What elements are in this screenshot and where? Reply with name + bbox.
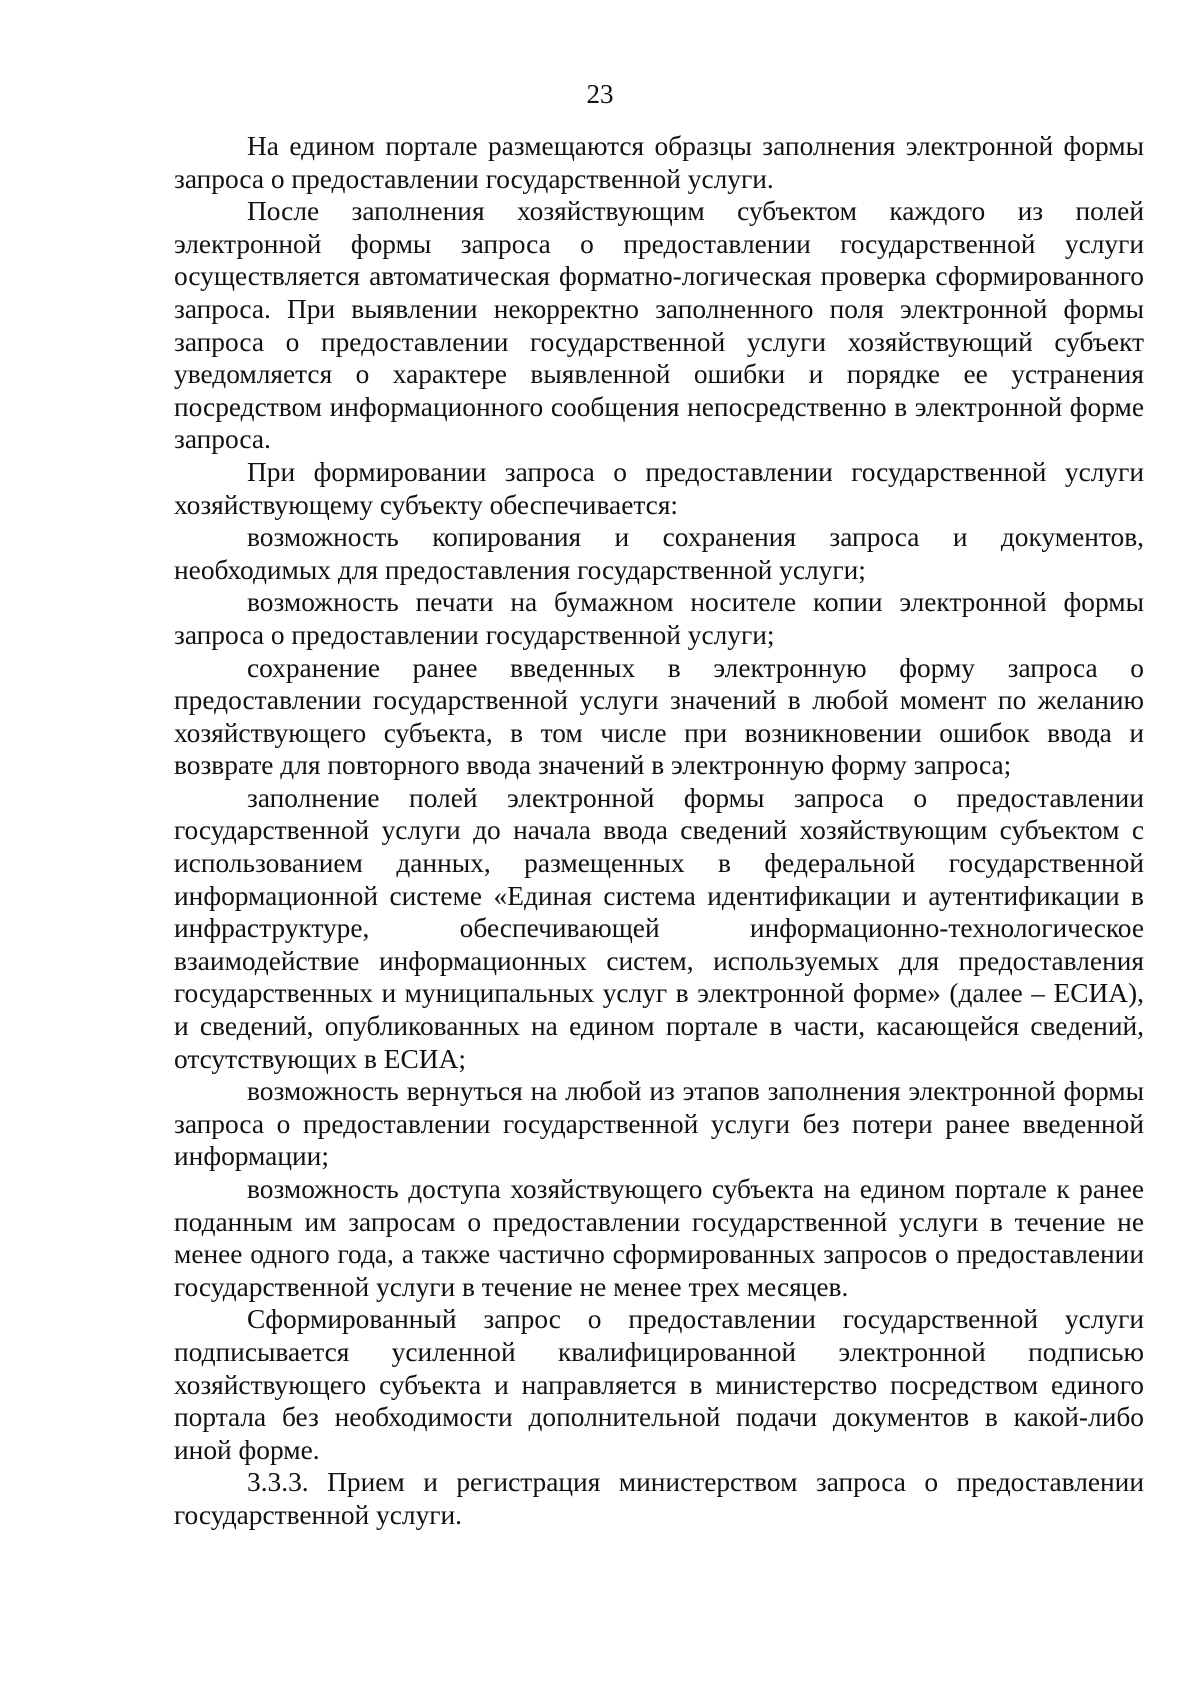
paragraph-sample-forms: На едином портале размещаются образцы заполнения электронной формы запроса о предоставлении государственной услуги.: [174, 131, 1144, 194]
list-item-return-step: возможность вернуться на любой из этапов заполнения электронной формы запроса о предоставлении государственной услуги без потери ранее введенной информации;: [174, 1076, 1144, 1172]
section-heading-3-3-3: 3.3.3. Прием и регистрация министерством запроса о предоставлении государственной услуги.: [174, 1467, 1144, 1530]
paragraph-format-check: После заполнения хозяйствующим субъектом каждого из полей электронной формы запроса о предоставлении государственной услуги осуществляется автоматическая форматно-логическая проверка сформированного запроса. При выявлении некорректно заполненного поля электронной формы запроса о предоставлении государственной услуги хозяйствующий субъект уведомляется о характере выявленной ошибки и порядке ее устранения посредством информационного сообщения непосредственно в электронной форме запроса.: [174, 196, 1144, 455]
page-number: 23: [586, 79, 614, 109]
list-item-print: возможность печати на бумажном носителе копии электронной формы запроса о предоставлении государственной услуги;: [174, 587, 1144, 650]
list-item-access-history: возможность доступа хозяйствующего субъекта на едином портале к ранее поданным им запросам о предоставлении государственной услуги в течение не менее одного года, а также частично сформированных запросов о предоставлении государственной услуги в течение не менее трех месяцев.: [174, 1174, 1144, 1302]
list-item-copy-save: возможность копирования и сохранения запроса и документов, необходимых для предоставления государственной услуги;: [174, 522, 1144, 585]
document-body: [174, 130, 1144, 1532]
list-item-save-values: сохранение ранее введенных в электронную форму запроса о предоставлении государственной услуги значений в любой момент по желанию хозяйствующего субъекта, в том числе при возникновении ошибок ввода и возврате для повторного ввода значений в электронную форму запроса;: [174, 652, 1144, 781]
paragraph-signature: Сформированный запрос о предоставлении государственной услуги подписывается усиленной квалифицированной электронной подписью хозяйствующего субъекта и направляется в министерство посредством единого портала без необходимости дополнительной подачи документов в какой-либо иной форме.: [174, 1304, 1144, 1465]
list-item-esia-prefill: заполнение полей электронной формы запроса о предоставлении государственной услуги до начала ввода сведений хозяйствующим субъектом с использованием данных, размещенных в федеральной государственной информационной системе «Единая система идентификации и аутентификации в инфраструктуре, обеспечивающей информационно-технологическое взаимодействие информационных систем, используемых для предоставления государственных и муниципальных услуг в электронной форме» (далее – ЕСИА), и сведений, опубликованных на едином портале в части, касающейся сведений, отсутствующих в ЕСИА;: [174, 782, 1144, 1074]
paragraph-request-provisions: При формировании запроса о предоставлении государственной услуги хозяйствующему субъекту обеспечивается:: [174, 456, 1144, 520]
